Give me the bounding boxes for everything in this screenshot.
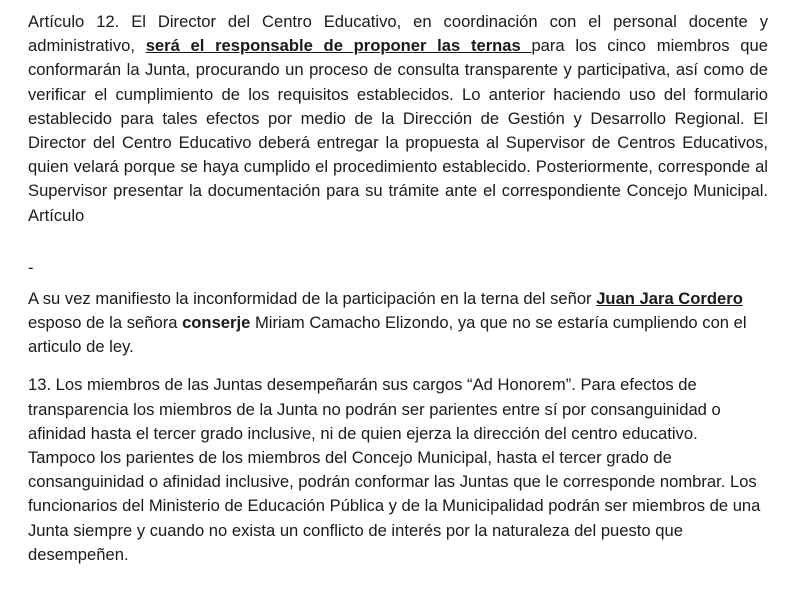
complaint-text-start: A su vez manifiesto la inconformidad de la participación en la terna del señor xyxy=(28,288,597,308)
article-12-paragraph xyxy=(28,10,768,228)
article-12-emphasis: será el responsable de proponer las ternas xyxy=(145,36,532,56)
document-body xyxy=(28,10,768,567)
article-12-text-end: para los cinco miembros que conformarán la Junta, procurando un proceso de consulta transparente y participativa, así como de verificar el cumplimiento de los requisitos establecidos. Lo anterior haciendo uso del formulario establecido para tales efectos por medio de la Dirección de Gestión y Desarrollo Regional. El Director del Centro Educativo deberá entregar la propuesta al Supervisor de Centros Educativos, quien velará porque se haya cumplido el procedimiento establecido. Posteriormente, corresponde al Supervisor presentar la documentación para su trámite ante el correspondiente Concejo Municipal. Artículo xyxy=(28,36,768,225)
complaint-text-middle: esposo de la señora xyxy=(28,313,183,333)
article-12-text-start: Artículo 12. El Director del Centro Educativo, en coordinación con el personal docente y administrativo, xyxy=(28,12,768,56)
complaint-paragraph xyxy=(28,287,768,360)
complaint-person-name: Juan Jara Cordero xyxy=(596,288,743,308)
article-13-paragraph: 13. Los miembros de las Juntas desempeñarán sus cargos “Ad Honorem”. Para efectos de transparencia los miembros de la Junta no podrán ser parientes entre sí por consanguinidad o afinidad hasta el tercer grado inclusive, ni de quien ejerza la dirección del centro educativo. Tampoco los parientes de los miembros del Concejo Municipal, hasta el tercer grado de consanguinidad o afinidad inclusive, podrán conformar las Juntas que le corresponde nombrar. Los funcionarios del Ministerio de Educación Pública y de la Municipalidad podrán ser miembros de una Junta siempre y cuando no exista un conflicto de interés por la naturaleza del puesto que desempeñen. xyxy=(28,375,761,564)
dash-separator: - xyxy=(28,257,34,277)
complaint-role: conserje xyxy=(182,313,251,333)
complaint-text-end: Miriam Camacho Elizondo, ya que no se estaría cumpliendo con el articulo de ley. xyxy=(28,313,747,357)
